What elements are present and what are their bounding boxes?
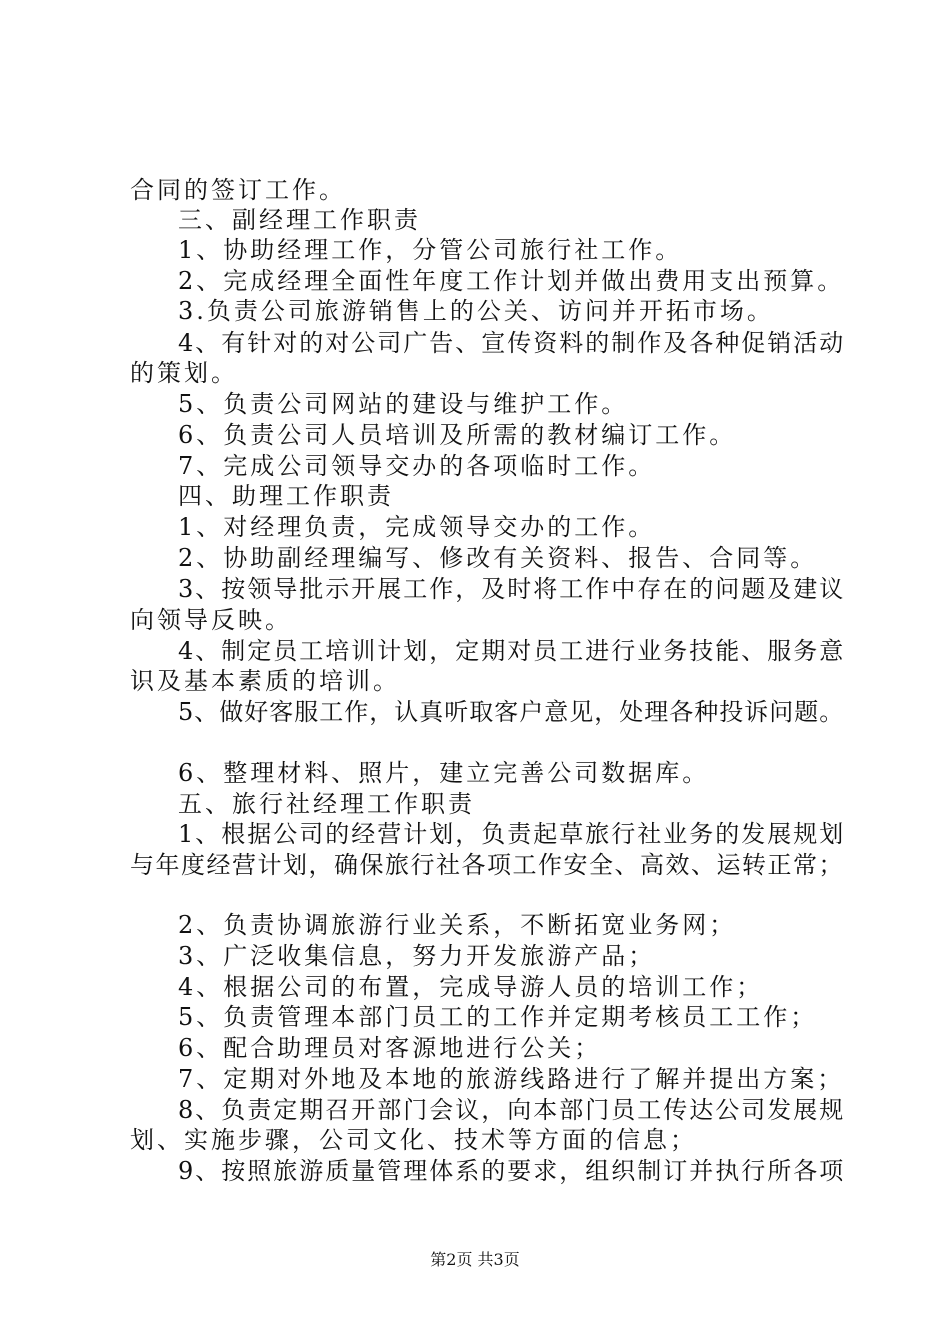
text-line: 3、广泛收集信息，努力开发旅游产品； [178,942,656,970]
section-heading: 五、旅行社经理工作职责 [178,790,475,818]
text-line: 1、根据公司的经营计划，负责起草旅行社业务的发展规划 [178,820,846,848]
text-line: 3、按领导批示开展工作，及时将工作中存在的问题及建议 [178,575,846,603]
text-line: 识及基本素质的培训。 [130,667,400,695]
text-line: 6、配合助理员对客源地进行公关； [178,1034,602,1062]
text-line: 5、负责管理本部门员工的工作并定期考核员工工作； [178,1003,818,1031]
text-line: 2、负责协调旅游行业关系，不断拓宽业务网； [178,911,737,939]
section-heading: 三、副经理工作职责 [178,206,421,234]
text-line: 合同的签订工作。 [130,176,346,204]
text-line: 2、完成经理全面性年度工作计划并做出费用支出预算。 [178,267,845,295]
text-line: 的策划。 [130,359,238,387]
text-line: 4、制定员工培训计划，定期对员工进行业务技能、服务意 [178,637,846,665]
text-line: 划、实施步骤，公司文化、技术等方面的信息； [130,1126,697,1154]
text-line: 9、按照旅游质量管理体系的要求，组织制订并执行所各项 [178,1157,846,1185]
text-line: 7、定期对外地及本地的旅游线路进行了解并提出方案； [178,1065,845,1093]
text-line: 向领导反映。 [130,606,292,634]
text-line: 8、负责定期召开部门会议，向本部门员工传达公司发展规 [178,1096,846,1124]
section-heading: 四、助理工作职责 [178,482,394,510]
text-line: 2、协助副经理编写、修改有关资料、报告、合同等。 [178,544,818,572]
text-line: 1、协助经理工作，分管公司旅行社工作。 [178,236,683,264]
text-line: 4、有针对的对公司广告、宣传资料的制作及各种促销活动 [178,329,846,357]
text-line: 6、负责公司人员培训及所需的教材编订工作。 [178,421,737,449]
text-line: 1、对经理负责，完成领导交办的工作。 [178,513,656,541]
text-line: 7、完成公司领导交办的各项临时工作。 [178,452,656,480]
text-line: 与年度经营计划，确保旅行社各项工作安全、高效、运转正常； [130,851,844,879]
text-line: 5、负责公司网站的建设与维护工作。 [178,390,629,418]
text-line: 3.负责公司旅游销售上的公关、访问并开拓市场。 [178,297,774,325]
text-line: 6、整理材料、照片，建立完善公司数据库。 [178,759,710,787]
page-number: 第2页 共3页 [430,1250,520,1269]
text-line: 4、根据公司的布置，完成导游人员的培训工作； [178,973,764,1001]
text-line: 5、做好客服工作，认真听取客户意见，处理各种投诉问题。 [178,698,845,726]
